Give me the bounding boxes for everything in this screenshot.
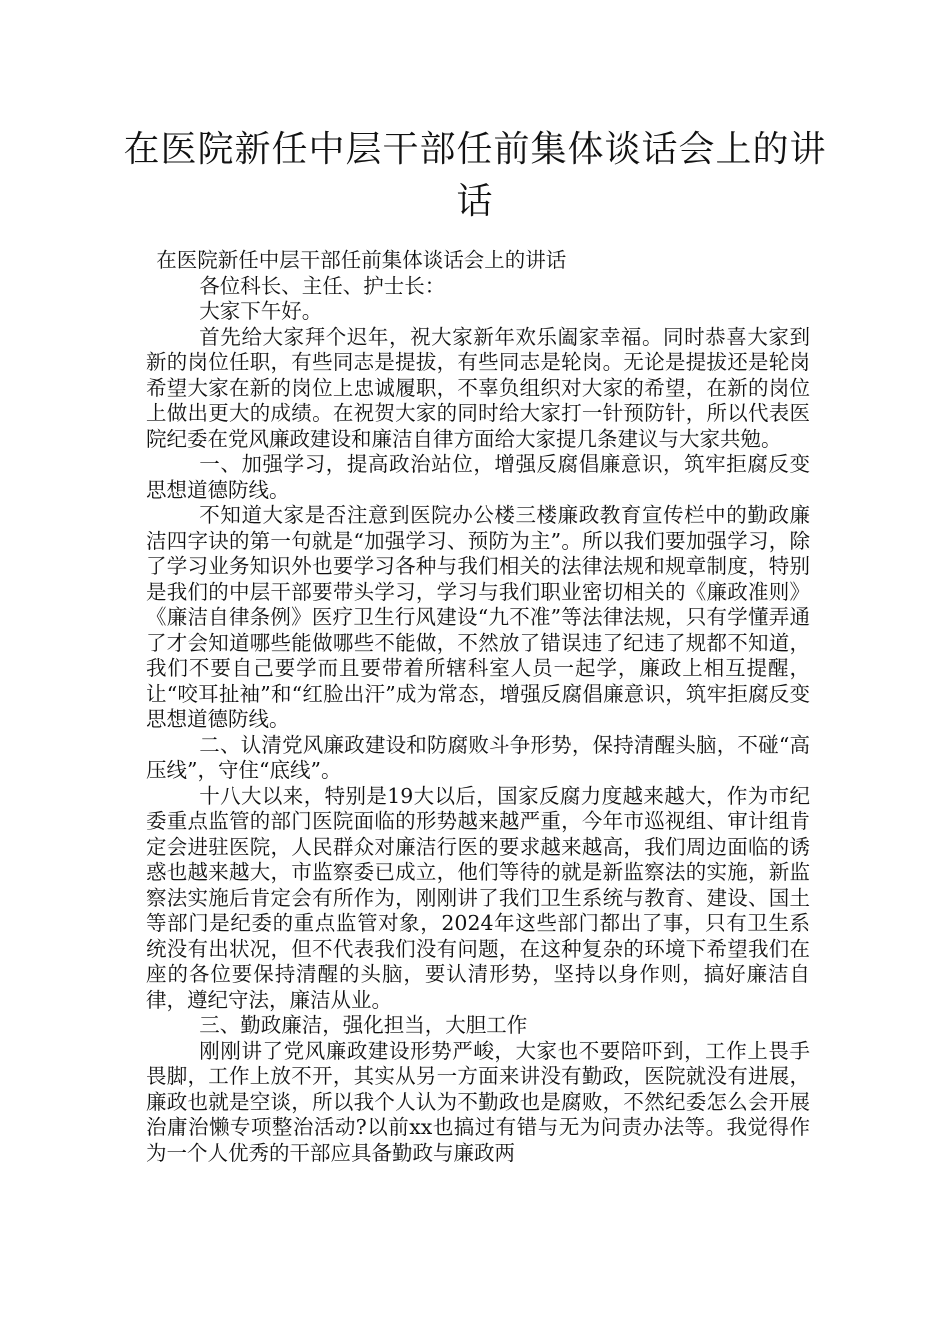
document-body — [146, 248, 810, 1166]
paragraph-salutation: 各位科长、主任、护士长： — [199, 273, 446, 298]
paragraph-section-2: 十八大以来，特别是19大以后，国家反腐力度越来越大，作为市纪委重点监管的部门医院面临的形势越来越严重，今年市巡视组、审计组肯定会进驻医院，人民群众对廉洁行医的要求越来越高，我们周边面临的诱惑也越来越大，市监察委已成立，他们等待的就是新监察法的实施，新监察法实施后肯定会有所作为，刚刚讲了我们卫生系统与教育、建设、国土等部门是纪委的重点监管对象，2024年这些部门都出了事，只有卫生系统没有出状况，但不代表我们没有问题，在这种复杂的环境下希望我们在座的各位要保持清醒的头脑，要认清形势，坚持以身作则，搞好廉洁自律，遵纪守法，廉洁从业。 — [146, 783, 810, 1012]
paragraph-section-3: 刚刚讲了党风廉政建设形势严峻，大家也不要陪吓到，工作上畏手畏脚，工作上放不开，其实从另一方面来讲没有勤政，医院就没有进展，廉政也就是空谈，所以我个人认为不勤政也是腐败，不然纪委怎么会开展治庸治懒专项整治活动?以前xx也搞过有错与无为问责办法等。我觉得作为一个人优秀的干部应具备勤政与廉政两 — [146, 1038, 810, 1165]
section-heading-2: 二、认清党风廉政建设和防腐败斗争形势，保持清醒头脑，不碰“高压线”，守住“底线”。 — [146, 732, 810, 782]
section-heading-1: 一、加强学习，提高政治站位，增强反腐倡廉意识，筑牢拒腐反变思想道德防线。 — [146, 452, 810, 502]
paragraph-intro: 首先给大家拜个迟年，祝大家新年欢乐阖家幸福。同时恭喜大家到新的岗位任职，有些同志是提拔，有些同志是轮岗。无论是提拔还是轮岗希望大家在新的岗位上忠诚履职，不辜负组织对大家的希望，在新的岗位上做出更大的成绩。在祝贺大家的同时给大家打一针预防针，所以代表医院纪委在党风廉政建设和廉洁自律方面给大家提几条建议与大家共勉。 — [146, 324, 810, 451]
paragraph-subtitle: 在医院新任中层干部任前集体谈话会上的讲话 — [156, 248, 567, 272]
section-heading-3: 三、勤政廉洁，强化担当，大胆工作 — [199, 1013, 528, 1037]
paragraph-section-1: 不知道大家是否注意到医院办公楼三楼廉政教育宣传栏中的勤政廉洁四字诀的第一句就是“加强学习、预防为主”。所以我们要加强学习，除了学习业务知识外也要学习各种与我们相关的法律法规和规章制度，特别是我们的中层干部要带头学习，学习与我们职业密切相关的《廉政准则》《廉洁自律条例》医疗卫生行风建设“九不准”等法律法规，只有学懂弄通了才会知道哪些能做哪些不能做，不然放了错误违了纪违了规都不知道，我们不要自己要学而且要带着所辖科室人员一起学，廉政上相互提醒，让“咬耳扯袖”和“红脸出汗”成为常态，增强反腐倡廉意识，筑牢拒腐反变思想道德防线。 — [146, 503, 810, 731]
paragraph-greeting: 大家下午好。 — [199, 299, 323, 323]
document-title: 在医院新任中层干部任前集体谈话会上的讲话 — [123, 129, 827, 222]
